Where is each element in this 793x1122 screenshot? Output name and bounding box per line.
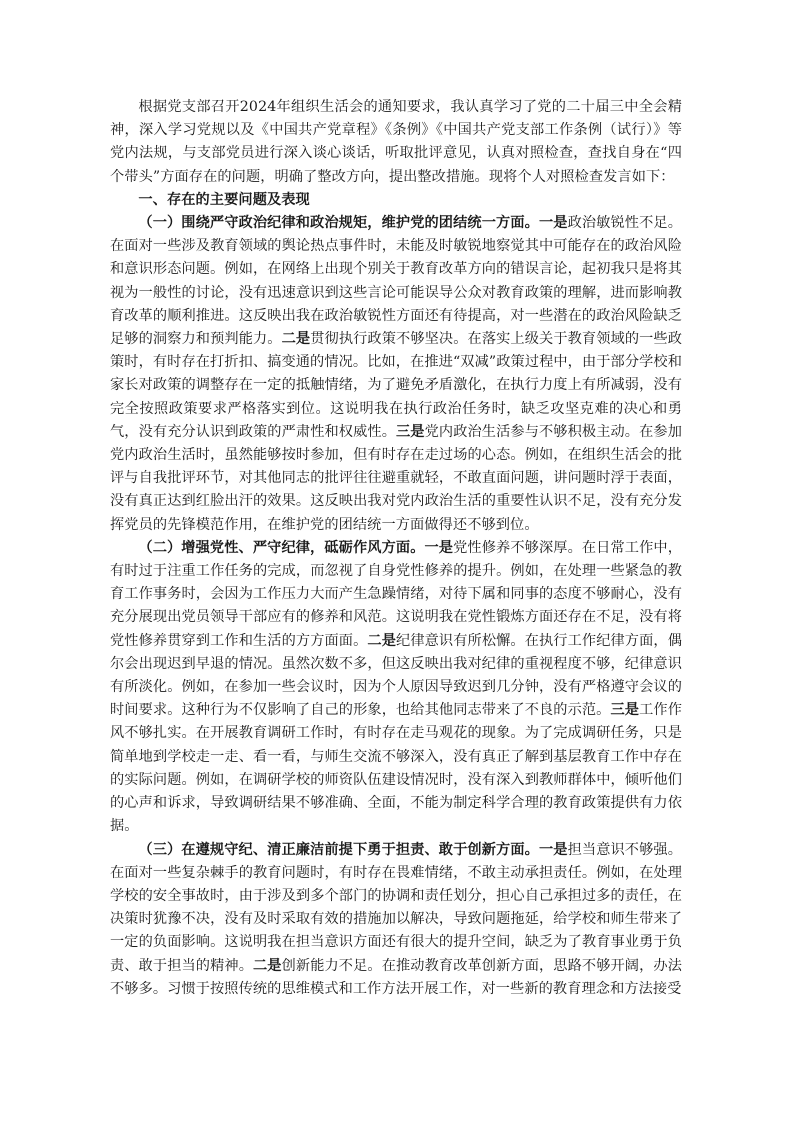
s3-paragraph bbox=[110, 839, 682, 1001]
s1-a-lead: 一是 bbox=[538, 215, 568, 232]
s1-b-text: 贯彻执行政策不够坚决。在落实上级关于教育领域的一些政策时，有时存在打折扣、搞变通的情况。比如，在推进“双减”政策过程中，由于部分学校和家长对政策的调整存在一定的抵触情绪，为了避免矛盾激化，在执行力度上有所减弱，没有完全按照政策要求严格落实到位。这说明我在执行政治任务时，缺乏攻坚克难的决心和勇气，没有充分认识到政策的严肃性和权威性。 bbox=[110, 331, 683, 440]
intro-paragraph: 根据党支部召开2024年组织生活会的通知要求，我认真学习了党的二十届三中全会精神，深入学习党规以及《中国共产党章程》《条例》《中国共产党支部工作条例（试行）》等党内法规，与支部党员进行深入谈心谈话，听取批评意见，认真对照检查，查找自身在“四个带头”方面存在的问题，明确了整改方向，提出整改措施。现将个人对照检查发言如下： bbox=[110, 99, 682, 185]
s1-heading: （一）围绕严守政治纪律和政治规矩，维护党的团结统一方面。 bbox=[138, 215, 539, 232]
s2-b-text: 纪律意识有所松懈。在执行工作纪律方面，偶尔会出现迟到早退的情况。虽然次数不多，但这反映出我对纪律的重视程度不够，纪律意识有所淡化。例如，在参加一些会议时，因为个人原因导致迟到几分钟，没有严格遵守会议的时间要求。这种行为不仅影响了自己的形象，也给其他同志带来了不良的示范。 bbox=[110, 632, 682, 719]
s2-c-text: 工作作风不够扎实。在开展教育调研工作时，有时存在走马观花的现象。为了完成调研任务，只是简单地到学校走一走、看一看，与师生交流不够深入，没有真正了解到基层教育工作中存在的实际问题。例如，在调研学校的师资队伍建设情况时，没有深入到教师群体中，倾听他们的心声和诉求，导致调研结果不够准确、全面，不能为制定科学合理的教育政策提供有力依据。 bbox=[110, 702, 682, 835]
s1-b-lead: 二是 bbox=[281, 331, 311, 348]
s2-a-text: 党性修养不够深厚。在日常工作中，有时过于注重工作任务的完成，而忽视了自身党性修养的提升。例如，在处理一些紧急的教育工作事务时，会因为工作压力大而产生急躁情绪，对待下属和同事的态度不够耐心，没有充分展现出党员领导干部应有的修养和风范。这说明我在党性锻炼方面还存在不足，没有将党性修养贯穿到工作和生活的方方面面。 bbox=[110, 539, 682, 649]
s2-paragraph bbox=[110, 537, 682, 839]
s1-paragraph bbox=[110, 212, 682, 537]
s1-c-text: 党内政治生活参与不够积极主动。在参加党内政治生活时，虽然能够按时参加，但有时存在走过场的心态。例如，在组织生活会的批评与自我批评环节，对其他同志的批评往往避重就轻，不敢直面问题，讲问题时浮于表面，没有真正达到红脸出汗的效果。这反映出我对党内政治生活的重要性认识不足，没有充分发挥党员的先锋模范作用，在维护党的团结统一方面做得还不够到位。 bbox=[110, 423, 682, 533]
s3-heading: （三）在遵规守纪、清正廉洁前提下勇于担责、敢于创新方面。 bbox=[138, 841, 539, 858]
s1-a-text: 政治敏锐性不足。在面对一些涉及教育领域的舆论热点事件时，未能及时敏锐地察觉其中可能存在的政治风险和意识形态问题。例如，在网络上出现个别关于教育改革方向的错误言论，起初我只是将其视为一般性的讨论，没有迅速意识到这些言论可能误导公众对教育政策的理解，进而影响教育改革的顺利推进。这反映出我在政治敏锐性方面还有待提高，对一些潜在的政治风险缺乏足够的洞察力和预判能力。 bbox=[110, 215, 683, 348]
s3-b-text: 创新能力不足。在推动教育改革创新方面，思路不够开阔，办法不够多。习惯于按照传统的思维模式和工作方法开展工作，对一些新的教育理念和方法接受 bbox=[110, 957, 682, 997]
s2-a-lead: 一是 bbox=[424, 539, 454, 556]
s3-a-lead: 一是 bbox=[538, 841, 568, 858]
s1-c-lead: 三是 bbox=[396, 423, 425, 440]
s3-a-text: 担当意识不够强。在面对一些复杂棘手的教育问题时，有时存在畏难情绪，不敢主动承担责任。例如，在处理学校的安全事故时，由于涉及到多个部门的协调和责任划分，担心自己承担过多的责任，在决策时犹豫不决，没有及时采取有效的措施加以解决，导致问题拖延，给学校和师生带来了一定的负面影响。这说明我在担当意识方面还有很大的提升空间，缺乏为了教育事业勇于负责、敢于担当的精神。 bbox=[110, 841, 683, 974]
s2-c-lead: 三是 bbox=[610, 702, 640, 719]
s2-b-lead: 二是 bbox=[367, 632, 397, 649]
section1-title: 一、存在的主要问题及表现 bbox=[138, 191, 310, 208]
s2-heading: （二）增强党性、严守纪律，砥砺作风方面。 bbox=[138, 539, 425, 556]
document-page bbox=[110, 96, 682, 1001]
s3-b-lead: 二是 bbox=[253, 957, 282, 974]
